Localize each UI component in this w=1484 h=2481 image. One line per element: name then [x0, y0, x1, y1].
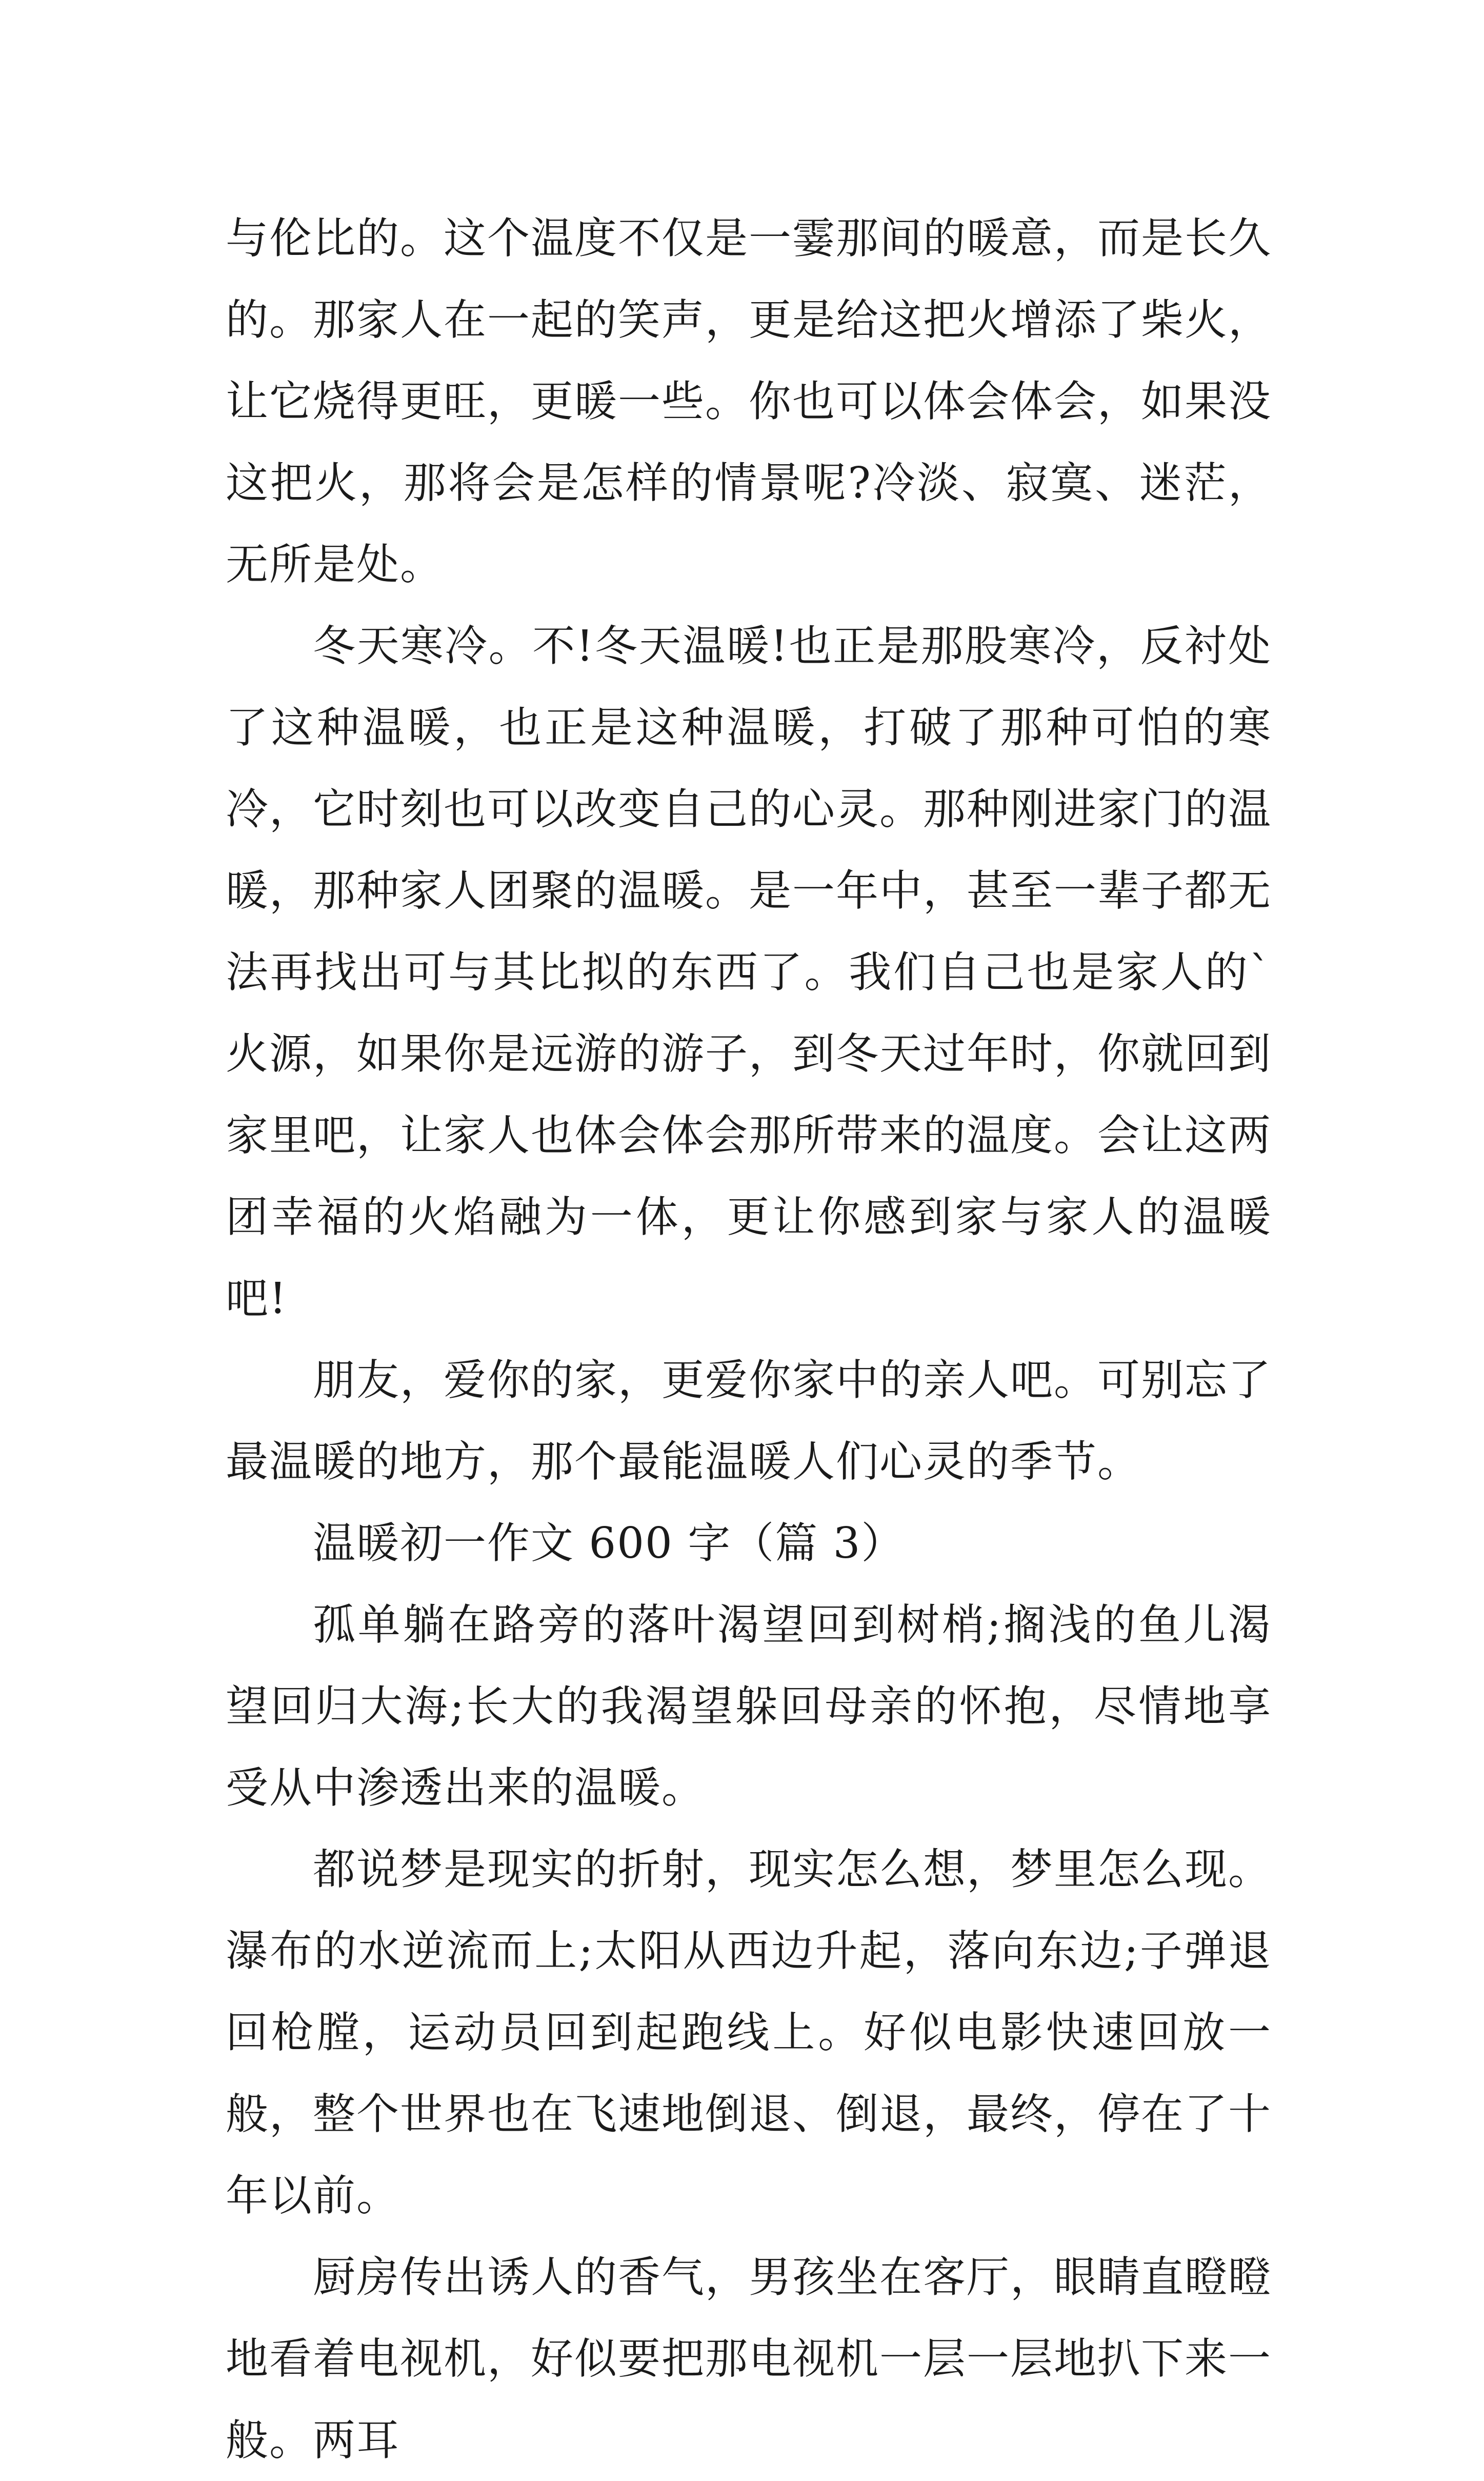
paragraph-4: 孤单躺在路旁的落叶渴望回到树梢;搁浅的鱼儿渴望回归大海;长大的我渴望躲回母亲的怀抱，尽情地享受从中渗透出来的温暖。: [226, 1600, 1272, 1813]
paragraph-2: 冬天寒冷。不!冬天温暖!也正是那股寒冷，反衬处了这种温暖，也正是这种温暖，打破了那种可怕的寒冷，它时刻也可以改变自己的心灵。那种刚进家门的温暖，那种家人团聚的温暖。是一年中，甚至一辈子都无法再找出可与其比拟的东西了。我们自己也是家人的`火源，如果你是远游的游子，到冬天过年时，你就回到家里吧，让家人也体会体会那所带来的温度。会让这两团幸福的火焰融为一体，更让你感到家与家人的温暖吧!: [226, 621, 1272, 1323]
document-body: [226, 197, 1272, 2481]
paragraph-1: 与伦比的。这个温度不仅是一霎那间的暖意，而是长久的。那家人在一起的笑声，更是给这把火增添了柴火，让它烧得更旺，更暖一些。你也可以体会体会，如果没这把火，那将会是怎样的情景呢?冷淡、寂寞、迷茫，无所是处。: [226, 213, 1272, 589]
paragraph-3: 朋友，爱你的家，更爱你家中的亲人吧。可别忘了最温暖的地方，那个最能温暖人们心灵的季节。: [226, 1355, 1272, 1486]
section-heading: 温暖初一作文 600 字（篇 3）: [313, 1518, 905, 1568]
paragraph-5: 都说梦是现实的折射，现实怎么想，梦里怎么现。瀑布的水逆流而上;太阳从西边升起，落向东边;子弹退回枪膛，运动员回到起跑线上。好似电影快速回放一般，整个世界也在飞速地倒退、倒退，最终，停在了十年以前。: [226, 1844, 1272, 2220]
paragraph-6: 厨房传出诱人的香气，男孩坐在客厅，眼睛直瞪瞪地看着电视机，好似要把那电视机一层一层地扒下来一般。两耳: [226, 2252, 1272, 2465]
